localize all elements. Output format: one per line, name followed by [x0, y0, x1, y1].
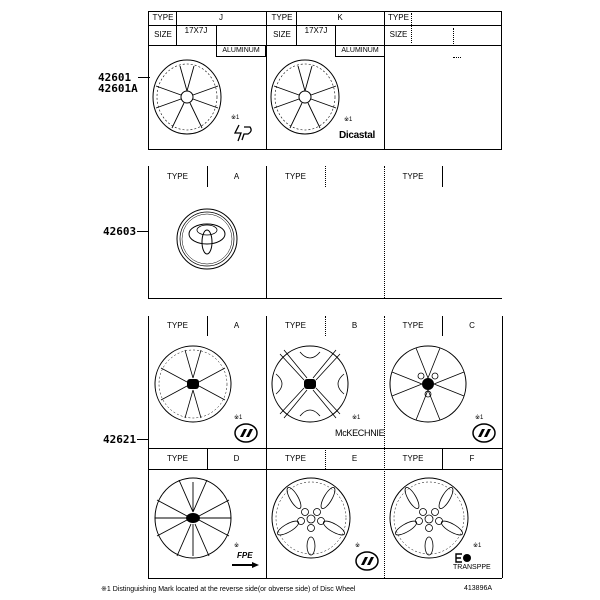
type-label: TYPE	[402, 454, 424, 463]
distinguishing-mark: ※1	[352, 415, 361, 421]
type-label: TYPE	[167, 454, 188, 463]
type-label: TYPE	[402, 172, 424, 181]
type-label: TYPE	[402, 321, 424, 330]
table-border	[502, 316, 503, 578]
z-maker-logo-icon	[234, 423, 258, 443]
table-border	[148, 166, 149, 298]
table-border	[148, 316, 149, 578]
table-border	[148, 578, 502, 579]
part-number-42621: 42621	[103, 433, 137, 446]
footnote: ※1 Distinguishing Mark located at the reverse side(or obverse side) of Disc Wheel	[101, 586, 356, 593]
distinguishing-mark: ※1	[344, 117, 353, 123]
type-value: A	[233, 172, 240, 181]
transppe-maker-logo: TRANSPPE	[453, 564, 491, 571]
eco-maker-logo-icon	[455, 553, 473, 563]
type-label: TYPE	[285, 321, 306, 330]
col-divider	[384, 166, 385, 298]
table-border	[148, 298, 502, 299]
aluminum-wheel-j-icon	[152, 58, 222, 136]
type-value: D	[233, 454, 240, 463]
col-divider	[384, 316, 385, 578]
distinguishing-mark: ※	[234, 543, 240, 549]
distinguishing-mark: ※	[355, 543, 361, 549]
cell-divider	[442, 166, 443, 187]
type-value: A	[233, 321, 240, 330]
distinguishing-mark: ※1	[234, 415, 243, 421]
part-number-42601: 42601	[98, 71, 132, 84]
type-label: TYPE	[285, 172, 306, 181]
type-value: F	[469, 454, 475, 463]
size-value: 17X7J	[304, 26, 328, 35]
cell-divider	[453, 28, 454, 44]
col-divider	[266, 316, 267, 578]
col-divider	[384, 11, 385, 150]
col-divider	[266, 166, 267, 298]
type-value: C	[469, 321, 475, 330]
wheel-cover-a-icon	[153, 344, 233, 424]
type-label: TYPE	[388, 13, 409, 22]
distinguishing-mark: ※1	[475, 415, 484, 421]
cell-divider	[325, 166, 326, 187]
dicastal-maker-logo: Dicastal	[339, 130, 375, 141]
type-label: TYPE	[152, 13, 174, 22]
distinguishing-mark: ※1	[231, 115, 240, 121]
cp-maker-logo-icon	[233, 123, 255, 143]
size-value: 17X7J	[184, 26, 208, 35]
figure-id: 413896A	[464, 585, 493, 592]
type-value: E	[351, 454, 358, 463]
part-number-42601a: 42601A	[98, 82, 138, 95]
row-divider	[148, 45, 502, 46]
col-divider	[266, 11, 267, 150]
material-label: ALUMINUM	[341, 47, 379, 54]
cell-divider	[216, 25, 217, 45]
type-label: TYPE	[285, 454, 306, 463]
type-value: B	[351, 321, 358, 330]
size-label: SIZE	[273, 30, 291, 39]
distinguishing-mark: ※1	[473, 543, 482, 549]
cell-divider	[411, 13, 412, 43]
type-label: TYPE	[167, 321, 188, 330]
fpe-maker-logo: FPE	[237, 551, 253, 560]
row-divider	[148, 469, 502, 470]
wheel-cover-e-icon	[270, 476, 352, 560]
toyota-emblem-cap-icon	[176, 208, 238, 270]
z-maker-logo-icon	[472, 423, 496, 443]
aluminum-wheel-k-icon	[270, 58, 340, 136]
wheel-cover-c-icon	[388, 344, 468, 424]
material-label: ALUMINUM	[222, 47, 260, 54]
wheel-cover-b-icon	[270, 344, 350, 424]
wheel-cover-f-icon	[388, 476, 470, 560]
dotted-mark	[453, 57, 461, 58]
size-label: SIZE	[154, 30, 172, 39]
type-value: K	[337, 13, 343, 22]
wheel-cover-d-icon	[153, 476, 233, 560]
part-number-42603: 42603	[103, 225, 137, 238]
mckechnie-maker-logo: McKECHNIE	[335, 428, 385, 438]
type-value: J	[219, 13, 223, 22]
type-label: TYPE	[271, 13, 293, 22]
type-label: TYPE	[167, 172, 188, 181]
size-label: SIZE	[389, 30, 408, 39]
z-maker-logo-icon	[355, 551, 379, 571]
fpe-arrow-icon	[232, 562, 260, 568]
